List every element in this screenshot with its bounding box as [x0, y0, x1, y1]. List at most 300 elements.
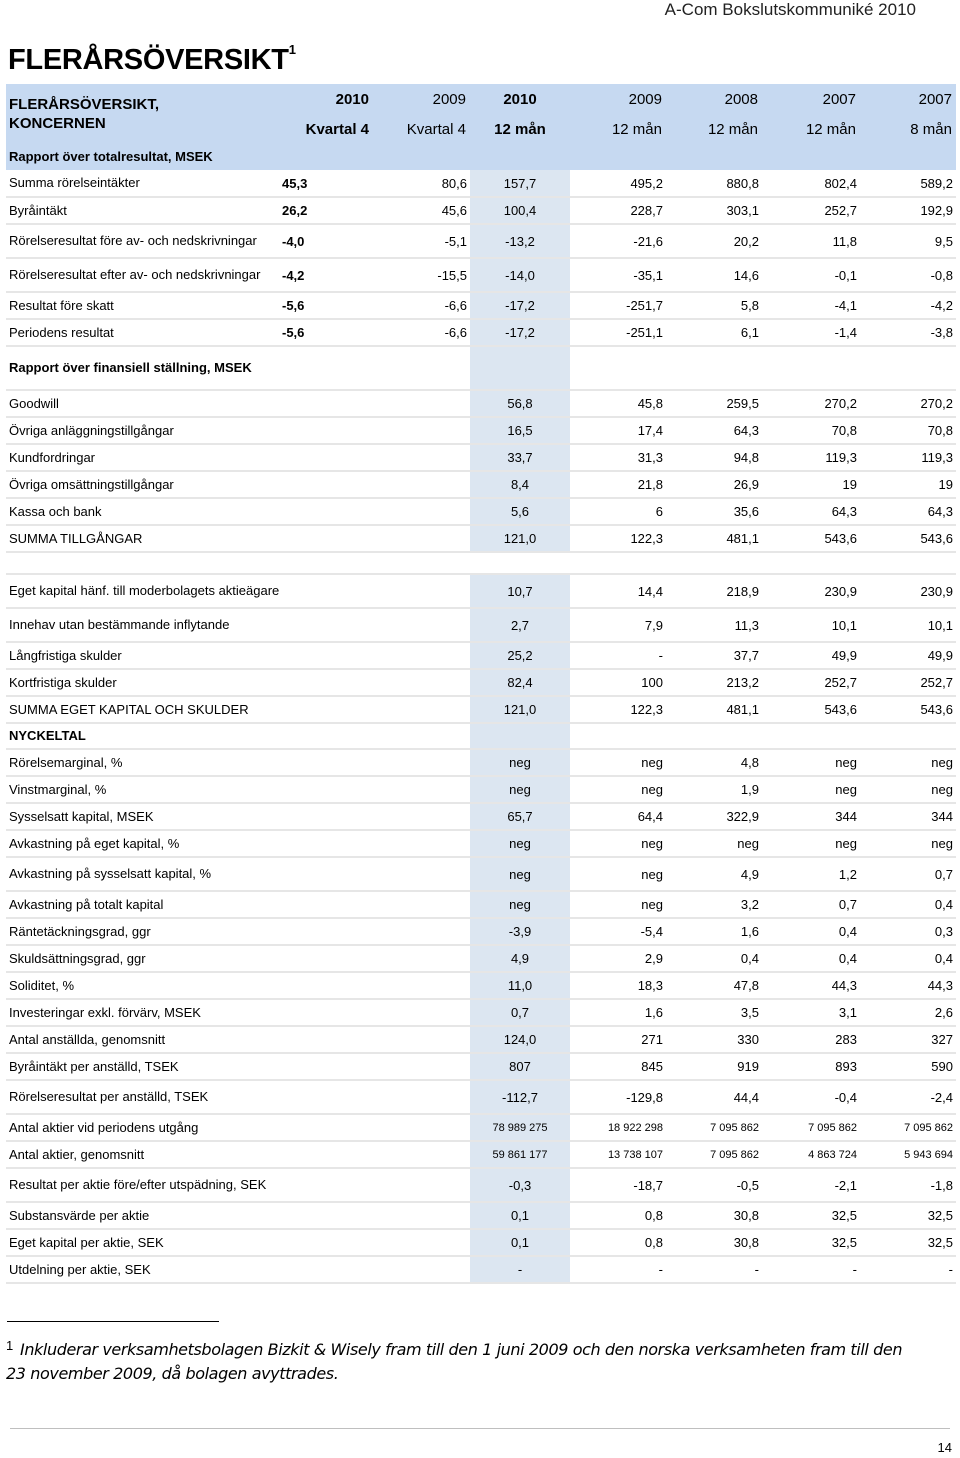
value-cell: 1,9 [666, 776, 762, 803]
row-label: Soliditet, % [6, 972, 279, 999]
year-header: 2009 [570, 84, 666, 114]
value-cell: 0,4 [860, 891, 956, 918]
value-cell: -3,9 [470, 918, 570, 945]
value-cell: 1,6 [666, 918, 762, 945]
value-cell: 16,5 [470, 417, 570, 444]
value-cell: 10,1 [860, 608, 956, 642]
value-cell: 6,1 [666, 319, 762, 346]
value-cell: 893 [762, 1053, 860, 1080]
value-cell: 44,4 [666, 1080, 762, 1114]
row-label: Byråintäkt [6, 197, 279, 224]
value-cell: neg [762, 776, 860, 803]
row-label: Innehav utan bestämmande inflytande [6, 608, 279, 642]
value-cell: 259,5 [666, 390, 762, 417]
value-cell: -2,1 [762, 1168, 860, 1202]
value-cell: neg [470, 830, 570, 857]
value-cell: 252,7 [860, 669, 956, 696]
footnote-rule [7, 1321, 219, 1322]
value-cell: - [570, 1256, 666, 1283]
table-row [6, 830, 956, 857]
empty-cell [279, 471, 470, 498]
value-cell: -5,6 [279, 319, 373, 346]
value-cell: 330 [666, 1026, 762, 1053]
value-cell: 64,3 [860, 498, 956, 525]
value-cell: 0,4 [762, 945, 860, 972]
empty-cell [279, 390, 470, 417]
row-label: Övriga omsättningstillgångar [6, 471, 279, 498]
table-row [6, 498, 956, 525]
empty-cell [279, 608, 470, 642]
empty-cell [279, 891, 470, 918]
row-label: Summa rörelseintäkter [6, 170, 279, 197]
empty-cell [279, 830, 470, 857]
value-cell: -0,4 [762, 1080, 860, 1114]
value-cell: 590 [860, 1053, 956, 1080]
value-cell: 802,4 [762, 170, 860, 197]
row-label: Antal anställda, genomsnitt [6, 1026, 279, 1053]
table-row [6, 891, 956, 918]
empty-cell [279, 1229, 470, 1256]
value-cell: 7 095 862 [860, 1114, 956, 1141]
value-cell: -2,4 [860, 1080, 956, 1114]
table-row [6, 1053, 956, 1080]
table-row [6, 608, 956, 642]
value-cell: 25,2 [470, 642, 570, 669]
value-cell: 4,8 [666, 749, 762, 776]
value-cell: -6,6 [373, 292, 470, 319]
row-label: Substansvärde per aktie [6, 1202, 279, 1229]
value-cell: -0,8 [860, 258, 956, 292]
value-cell: neg [666, 830, 762, 857]
value-cell: -35,1 [570, 258, 666, 292]
table-row [6, 1114, 956, 1141]
row-label: Kortfristiga skulder [6, 669, 279, 696]
row-label: Resultat före skatt [6, 292, 279, 319]
highlight-cell [470, 346, 570, 390]
value-cell: 0,1 [470, 1229, 570, 1256]
value-cell: 252,7 [762, 669, 860, 696]
value-cell: 121,0 [470, 525, 570, 552]
row-label: Byråintäkt per anställd, TSEK [6, 1053, 279, 1080]
value-cell: - [570, 642, 666, 669]
footnote-ref: 1 [288, 42, 296, 58]
row-label: Avkastning på totalt kapital [6, 891, 279, 918]
page-title-text: FLERÅRSÖVERSIKT [8, 44, 289, 76]
value-cell: - [666, 1256, 762, 1283]
empty-cell [279, 803, 470, 830]
empty-cell [279, 1168, 470, 1202]
value-cell: -21,6 [570, 224, 666, 258]
value-cell: 5,8 [666, 292, 762, 319]
value-cell: 4,9 [470, 945, 570, 972]
value-cell: 4 863 724 [762, 1141, 860, 1168]
empty-cell [279, 1256, 470, 1283]
row-label: SUMMA TILLGÅNGAR [6, 525, 279, 552]
value-cell: 94,8 [666, 444, 762, 471]
empty-cell [279, 1114, 470, 1141]
header-label-line2: KONCERNEN [9, 115, 106, 132]
value-cell: 218,9 [666, 574, 762, 608]
value-cell: -251,7 [570, 292, 666, 319]
row-label: SUMMA EGET KAPITAL OCH SKULDER [6, 696, 279, 723]
spacer-row [6, 552, 956, 574]
value-cell: 10,1 [762, 608, 860, 642]
value-cell: 49,9 [860, 642, 956, 669]
value-cell: 32,5 [762, 1229, 860, 1256]
empty-cell [279, 972, 470, 999]
table-row [6, 197, 956, 224]
table-row [6, 1202, 956, 1229]
value-cell: -0,1 [762, 258, 860, 292]
section-balance [6, 346, 956, 390]
empty-cell [279, 696, 470, 723]
empty-cell [279, 776, 470, 803]
value-cell: 26,2 [279, 197, 373, 224]
value-cell: 119,3 [762, 444, 860, 471]
row-label: Vinstmarginal, % [6, 776, 279, 803]
value-cell: -4,0 [279, 224, 373, 258]
empty-cell [279, 945, 470, 972]
page-footer-line [10, 1428, 950, 1429]
value-cell: 21,8 [570, 471, 666, 498]
section-kpi [6, 723, 956, 749]
table-row [6, 417, 956, 444]
year-header: 2007 [762, 84, 860, 114]
value-cell: 1,2 [762, 857, 860, 891]
value-cell: 6 [570, 498, 666, 525]
value-cell: 543,6 [762, 696, 860, 723]
value-cell: 2,7 [470, 608, 570, 642]
value-cell: 100,4 [470, 197, 570, 224]
value-cell: 543,6 [860, 525, 956, 552]
value-cell: 65,7 [470, 803, 570, 830]
value-cell: 543,6 [762, 525, 860, 552]
spacer [279, 346, 470, 390]
value-cell: -112,7 [470, 1080, 570, 1114]
value-cell: 0,7 [762, 891, 860, 918]
spacer [279, 723, 470, 749]
value-cell: 100 [570, 669, 666, 696]
value-cell: 14,6 [666, 258, 762, 292]
value-cell: 30,8 [666, 1202, 762, 1229]
value-cell: 5 943 694 [860, 1141, 956, 1168]
row-label: Kassa och bank [6, 498, 279, 525]
row-label: Goodwill [6, 390, 279, 417]
value-cell: neg [470, 891, 570, 918]
value-cell: -5,6 [279, 292, 373, 319]
year-header: 2010 [470, 84, 570, 114]
value-cell: 33,7 [470, 444, 570, 471]
value-cell: 19 [762, 471, 860, 498]
empty-cell [279, 498, 470, 525]
spacer [570, 144, 956, 170]
value-cell: neg [860, 749, 956, 776]
table-row [6, 525, 956, 552]
spacer [570, 723, 956, 749]
empty-cell [279, 918, 470, 945]
header-label [6, 84, 279, 144]
value-cell: - [470, 1256, 570, 1283]
value-cell: 45,8 [570, 390, 666, 417]
page-number: 14 [937, 1440, 952, 1455]
value-cell: neg [570, 776, 666, 803]
value-cell: 70,8 [762, 417, 860, 444]
value-cell: 49,9 [762, 642, 860, 669]
value-cell: 10,7 [470, 574, 570, 608]
empty-cell [279, 444, 470, 471]
value-cell: 270,2 [762, 390, 860, 417]
row-label: Rörelseresultat före av- och nedskrivningar [6, 224, 279, 258]
value-cell: 322,9 [666, 803, 762, 830]
value-cell: 3,5 [666, 999, 762, 1026]
table-row [6, 1229, 956, 1256]
value-cell: 7,9 [570, 608, 666, 642]
empty-cell [279, 1080, 470, 1114]
value-cell: 32,5 [860, 1202, 956, 1229]
value-cell: 344 [860, 803, 956, 830]
row-label: Rörelseresultat efter av- och nedskrivningar [6, 258, 279, 292]
value-cell: 495,2 [570, 170, 666, 197]
table-row [6, 1168, 956, 1202]
row-label: Eget kapital per aktie, SEK [6, 1229, 279, 1256]
table-row [6, 803, 956, 830]
value-cell: - [762, 1256, 860, 1283]
value-cell: -17,2 [470, 292, 570, 319]
value-cell: 807 [470, 1053, 570, 1080]
value-cell: 64,3 [666, 417, 762, 444]
value-cell: 919 [666, 1053, 762, 1080]
value-cell: 0,1 [470, 1202, 570, 1229]
period-header: 12 mån [666, 114, 762, 144]
table-row [6, 224, 956, 258]
value-cell: 230,9 [860, 574, 956, 608]
value-cell: 213,2 [666, 669, 762, 696]
value-cell: 56,8 [470, 390, 570, 417]
value-cell: 44,3 [860, 972, 956, 999]
value-cell: -18,7 [570, 1168, 666, 1202]
value-cell: 8,4 [470, 471, 570, 498]
section-title: Rapport över finansiell ställning, MSEK [6, 346, 279, 390]
value-cell: -0,5 [666, 1168, 762, 1202]
row-label: Kundfordringar [6, 444, 279, 471]
spacer [570, 346, 956, 390]
value-cell: neg [570, 891, 666, 918]
empty-cell [279, 1202, 470, 1229]
value-cell: 9,5 [860, 224, 956, 258]
value-cell: 845 [570, 1053, 666, 1080]
year-header: 2009 [373, 84, 470, 114]
table-row [6, 972, 956, 999]
year-header: 2008 [666, 84, 762, 114]
value-cell: neg [470, 749, 570, 776]
table-row [6, 669, 956, 696]
value-cell: neg [860, 830, 956, 857]
value-cell: neg [860, 776, 956, 803]
value-cell: 13 738 107 [570, 1141, 666, 1168]
table-row [6, 319, 956, 346]
value-cell: -0,3 [470, 1168, 570, 1202]
empty-cell [279, 417, 470, 444]
value-cell: 3,1 [762, 999, 860, 1026]
value-cell: 26,9 [666, 471, 762, 498]
value-cell: -14,0 [470, 258, 570, 292]
value-cell: 121,0 [470, 696, 570, 723]
period-header: 12 mån [470, 114, 570, 144]
table-row [6, 776, 956, 803]
value-cell: 0,8 [570, 1229, 666, 1256]
row-label: Rörelseresultat per anställd, TSEK [6, 1080, 279, 1114]
value-cell: -4,2 [279, 258, 373, 292]
empty-cell [279, 999, 470, 1026]
value-cell: 119,3 [860, 444, 956, 471]
period-header: Kvartal 4 [373, 114, 470, 144]
value-cell: 270,2 [860, 390, 956, 417]
empty-cell [279, 525, 470, 552]
row-label: Periodens resultat [6, 319, 279, 346]
value-cell: 30,8 [666, 1229, 762, 1256]
value-cell: 589,2 [860, 170, 956, 197]
value-cell: 0,4 [666, 945, 762, 972]
value-cell: 64,4 [570, 803, 666, 830]
table-row [6, 749, 956, 776]
value-cell: 7 095 862 [666, 1114, 762, 1141]
row-label: Skuldsättningsgrad, ggr [6, 945, 279, 972]
empty-cell [279, 669, 470, 696]
value-cell: -15,5 [373, 258, 470, 292]
spacer [6, 552, 956, 574]
value-cell: 80,6 [373, 170, 470, 197]
value-cell: neg [570, 830, 666, 857]
table-row [6, 945, 956, 972]
value-cell: 0,7 [470, 999, 570, 1026]
period-header: 12 mån [762, 114, 860, 144]
value-cell: 0,8 [570, 1202, 666, 1229]
value-cell: neg [570, 857, 666, 891]
value-cell: neg [762, 830, 860, 857]
multi-year-table [6, 84, 956, 1284]
value-cell: -17,2 [470, 319, 570, 346]
value-cell: 124,0 [470, 1026, 570, 1053]
table-row [6, 1026, 956, 1053]
table-row [6, 170, 956, 197]
value-cell: 481,1 [666, 696, 762, 723]
value-cell: 82,4 [470, 669, 570, 696]
value-cell: -1,4 [762, 319, 860, 346]
value-cell: -4,1 [762, 292, 860, 319]
row-label: Sysselsatt kapital, MSEK [6, 803, 279, 830]
period-header: Kvartal 4 [279, 114, 373, 144]
highlight-cell [470, 723, 570, 749]
value-cell: 19 [860, 471, 956, 498]
value-cell: 7 095 862 [666, 1141, 762, 1168]
value-cell: 1,6 [570, 999, 666, 1026]
value-cell: 271 [570, 1026, 666, 1053]
row-label: Rörelsemarginal, % [6, 749, 279, 776]
period-header: 8 mån [860, 114, 956, 144]
header-label-line1: FLERÅRSÖVERSIKT, [9, 96, 160, 113]
value-cell: 70,8 [860, 417, 956, 444]
row-label: Avkastning på eget kapital, % [6, 830, 279, 857]
value-cell: 481,1 [666, 525, 762, 552]
value-cell: neg [470, 857, 570, 891]
value-cell: 78 989 275 [470, 1114, 570, 1141]
value-cell: -13,2 [470, 224, 570, 258]
value-cell: 192,9 [860, 197, 956, 224]
value-cell: 2,9 [570, 945, 666, 972]
value-cell: -5,1 [373, 224, 470, 258]
value-cell: 157,7 [470, 170, 570, 197]
value-cell: 32,5 [860, 1229, 956, 1256]
value-cell: 11,3 [666, 608, 762, 642]
value-cell: 59 861 177 [470, 1141, 570, 1168]
value-cell: -4,2 [860, 292, 956, 319]
empty-cell [279, 749, 470, 776]
value-cell: 45,3 [279, 170, 373, 197]
highlight-cell [470, 144, 570, 170]
empty-cell [279, 574, 470, 608]
value-cell: 14,4 [570, 574, 666, 608]
value-cell: 11,0 [470, 972, 570, 999]
value-cell: 64,3 [762, 498, 860, 525]
period-header: 12 mån [570, 114, 666, 144]
value-cell: -3,8 [860, 319, 956, 346]
value-cell: 20,2 [666, 224, 762, 258]
row-label: Långfristiga skulder [6, 642, 279, 669]
value-cell: neg [762, 749, 860, 776]
value-cell: 32,5 [762, 1202, 860, 1229]
value-cell: 7 095 862 [762, 1114, 860, 1141]
value-cell: 344 [762, 803, 860, 830]
value-cell: 252,7 [762, 197, 860, 224]
table-row [6, 574, 956, 608]
empty-cell [279, 857, 470, 891]
value-cell: 0,4 [860, 945, 956, 972]
table-row [6, 696, 956, 723]
value-cell: 11,8 [762, 224, 860, 258]
value-cell: 880,8 [666, 170, 762, 197]
table-row [6, 292, 956, 319]
table-row [6, 857, 956, 891]
value-cell: 37,7 [666, 642, 762, 669]
section-title: Rapport över totalresultat, MSEK [6, 144, 470, 170]
section-income [6, 144, 956, 170]
table-row [6, 918, 956, 945]
table-row [6, 258, 956, 292]
value-cell: 4,9 [666, 857, 762, 891]
value-cell: -5,4 [570, 918, 666, 945]
page-title [8, 44, 296, 77]
value-cell: 0,4 [762, 918, 860, 945]
value-cell: - [860, 1256, 956, 1283]
row-label: Utdelning per aktie, SEK [6, 1256, 279, 1283]
value-cell: 2,6 [860, 999, 956, 1026]
value-cell: neg [470, 776, 570, 803]
footnote-text: Inkluderar verksamhetsbolagen Bizkit & Wisely fram till den 1 juni 2009 och den norska verksamheten fram till den 23 november 2009, då bolagen avyttrades. [6, 1340, 903, 1383]
value-cell: neg [570, 749, 666, 776]
value-cell: 543,6 [860, 696, 956, 723]
year-header: 2007 [860, 84, 956, 114]
document-header: A-Com Bokslutskommuniké 2010 [664, 0, 916, 19]
row-label: Eget kapital hänf. till moderbolagets aktieägare [6, 574, 279, 608]
row-label: Investeringar exkl. förvärv, MSEK [6, 999, 279, 1026]
value-cell: -6,6 [373, 319, 470, 346]
value-cell: 122,3 [570, 696, 666, 723]
row-label: Antal aktier vid periodens utgång [6, 1114, 279, 1141]
row-label: Räntetäckningsgrad, ggr [6, 918, 279, 945]
row-label: Avkastning på sysselsatt kapital, % [6, 857, 279, 891]
value-cell: 45,6 [373, 197, 470, 224]
table-row [6, 1141, 956, 1168]
